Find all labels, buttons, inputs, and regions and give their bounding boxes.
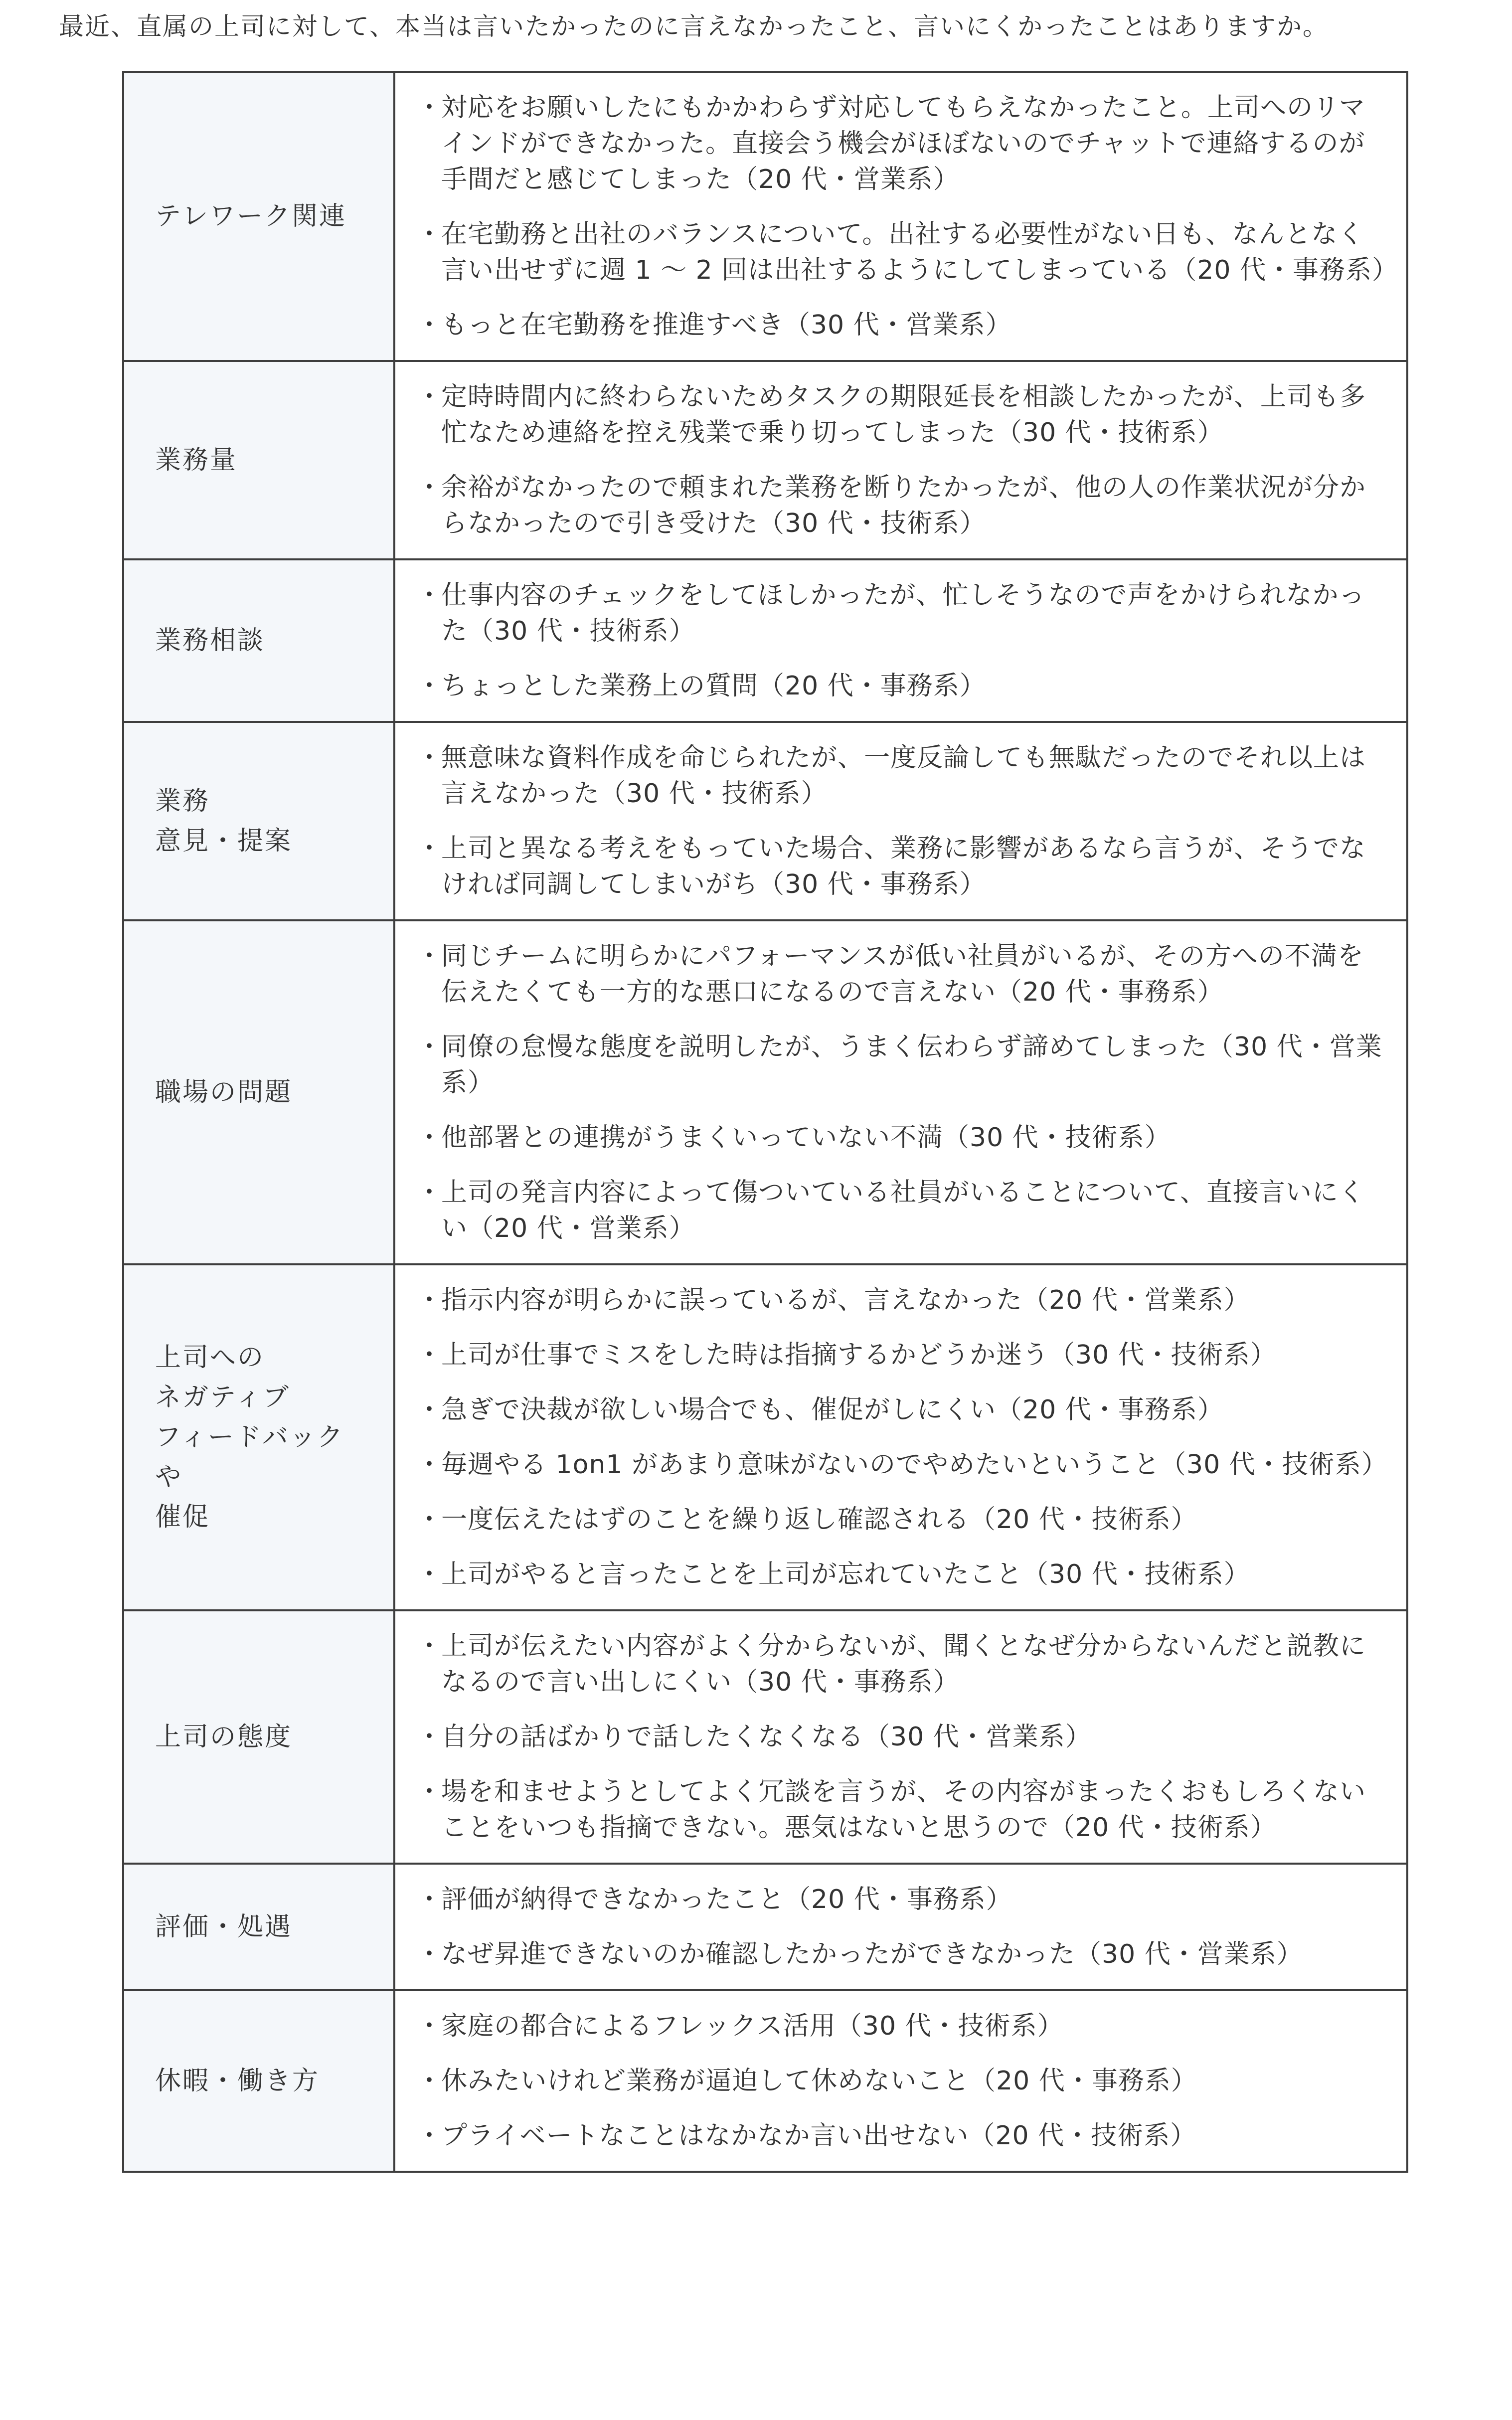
bullet-mark: ・ bbox=[416, 1032, 443, 1062]
response-text: ちょっとした業務上の質問（20 代・事務系） bbox=[441, 671, 986, 701]
response-text: 休みたいけれど業務が逼迫して休めないこと（20 代・事務系） bbox=[441, 2066, 1197, 2096]
category-row bbox=[123, 1990, 1407, 2172]
category-row bbox=[123, 72, 1407, 361]
bullet-mark: ・ bbox=[416, 1631, 443, 1661]
response-item bbox=[416, 1502, 1386, 1538]
response-text: 定時時間内に終わらないためタスクの期限延長を相談したかったが、上司も多忙なため連絡を控え残業で乗り切ってしまった（30 代・技術系） bbox=[441, 382, 1366, 448]
bullet-mark: ・ bbox=[416, 93, 443, 123]
response-item bbox=[416, 379, 1386, 451]
response-text: もっと在宅勤務を推進すべき（30 代・営業系） bbox=[441, 310, 1012, 340]
response-text: 上司の発言内容によって傷ついている社員がいることについて、直接言いにくい（20 代・営業系） bbox=[441, 1178, 1365, 1243]
response-item bbox=[416, 1936, 1386, 1972]
responses-cell bbox=[394, 1610, 1407, 1864]
response-list bbox=[416, 938, 1386, 1246]
response-list bbox=[416, 379, 1386, 541]
category-row bbox=[123, 920, 1407, 1264]
response-item bbox=[416, 668, 1386, 704]
response-item bbox=[416, 2008, 1386, 2044]
category-row bbox=[123, 1264, 1407, 1610]
category-label: テレワーク関連 bbox=[155, 201, 346, 231]
bullet-mark: ・ bbox=[416, 2066, 443, 2096]
category-label: 職場の問題 bbox=[155, 1077, 293, 1107]
response-text: 上司がやると言ったことを上司が忘れていたこと（30 代・技術系） bbox=[441, 1559, 1250, 1589]
bullet-mark: ・ bbox=[416, 941, 443, 971]
bullet-mark: ・ bbox=[416, 382, 443, 412]
bullet-mark: ・ bbox=[416, 219, 443, 249]
bullet-mark: ・ bbox=[416, 580, 443, 610]
response-item bbox=[416, 577, 1386, 649]
category-cell bbox=[123, 1610, 394, 1864]
category-label: 上司の態度 bbox=[155, 1722, 293, 1752]
bullet-mark: ・ bbox=[416, 2011, 443, 2041]
bullet-mark: ・ bbox=[416, 1285, 443, 1315]
category-label: 上司への bbox=[155, 1343, 265, 1373]
survey-question: 最近、直属の上司に対して、本当は言いたかったのに言えなかったこと、言いにくかったことはありますか。 bbox=[59, 12, 1329, 41]
response-text: 同じチームに明らかにパフォーマンスが低い社員がいるが、その方への不満を伝えたくても一方的な悪口になるので言えない（20 代・事務系） bbox=[441, 941, 1364, 1007]
bullet-mark: ・ bbox=[416, 310, 443, 340]
response-text: 無意味な資料作成を命じられたが、一度反論しても無駄だったのでそれ以上は言えなかった（30 代・技術系） bbox=[441, 743, 1366, 809]
bullet-mark: ・ bbox=[416, 834, 443, 864]
response-list bbox=[416, 90, 1398, 343]
responses-table bbox=[122, 71, 1408, 2173]
response-text: 急ぎで決裁が欲しい場合でも、催促がしにくい（20 代・事務系） bbox=[441, 1395, 1224, 1425]
bullet-mark: ・ bbox=[416, 473, 443, 503]
responses-cell bbox=[394, 1264, 1407, 1610]
response-text: 他部署との連携がうまくいっていない不満（30 代・技術系） bbox=[441, 1123, 1171, 1153]
response-text: プライベートなことはなかなか言い出せない（20 代・技術系） bbox=[441, 2121, 1197, 2151]
response-item bbox=[416, 1882, 1386, 1917]
bullet-mark: ・ bbox=[416, 671, 443, 701]
category-row bbox=[123, 559, 1407, 722]
response-text: 一度伝えたはずのことを繰り返し確認される（20 代・技術系） bbox=[441, 1505, 1197, 1535]
responses-cell bbox=[394, 559, 1407, 722]
response-list bbox=[416, 740, 1386, 902]
responses-cell bbox=[394, 920, 1407, 1264]
response-item bbox=[416, 1029, 1386, 1101]
response-text: 家庭の都合によるフレックス活用（30 代・技術系） bbox=[441, 2011, 1064, 2041]
category-label: 業務量 bbox=[155, 445, 238, 475]
response-item bbox=[416, 307, 1386, 343]
responses-table-body bbox=[123, 72, 1407, 2172]
response-text: 在宅勤務と出社のバランスについて。出社する必要性がない日も、なんとなく言い出せずに週 1 〜 2 回は出社するようにしてしまっている（20 代・事務系） bbox=[441, 219, 1398, 285]
category-row bbox=[123, 1610, 1407, 1864]
category-cell bbox=[123, 559, 394, 722]
bullet-mark: ・ bbox=[416, 1777, 443, 1807]
response-list bbox=[416, 1282, 1386, 1592]
category-label: ネガティブ bbox=[155, 1383, 290, 1412]
response-item bbox=[416, 1556, 1386, 1592]
response-item bbox=[416, 2118, 1386, 2154]
response-text: 場を和ませようとしてよく冗談を言うが、その内容がまったくおもしろくないことをいつも指摘できない。悪気はないと思うので（20 代・技術系） bbox=[441, 1777, 1366, 1843]
bullet-mark: ・ bbox=[416, 1340, 443, 1370]
response-item bbox=[416, 2063, 1386, 2099]
response-item bbox=[416, 470, 1386, 541]
response-text: 毎週やる 1on1 があまり意味がないのでやめたいということ（30 代・技術系） bbox=[441, 1450, 1388, 1480]
response-text: 評価が納得できなかったこと（20 代・事務系） bbox=[441, 1885, 1012, 1914]
category-row bbox=[123, 722, 1407, 920]
bullet-mark: ・ bbox=[416, 1178, 443, 1208]
response-item bbox=[416, 1337, 1386, 1373]
category-cell bbox=[123, 1864, 394, 1990]
bullet-mark: ・ bbox=[416, 743, 443, 773]
bullet-mark: ・ bbox=[416, 1722, 443, 1752]
category-label: 業務 bbox=[155, 786, 210, 816]
category-cell bbox=[123, 920, 394, 1264]
category-label: 休暇・働き方 bbox=[155, 2066, 320, 2096]
category-label: 評価・処遇 bbox=[155, 1912, 293, 1942]
responses-cell bbox=[394, 72, 1407, 361]
bullet-mark: ・ bbox=[416, 1395, 443, 1425]
category-row bbox=[123, 361, 1407, 559]
response-text: 対応をお願いしたにもかかわらず対応してもらえなかったこと。上司へのリマインドができなかった。直接会う機会がほぼないのでチャットで連絡するのが手間だと感じてしまった（20 代・営業系） bbox=[441, 93, 1365, 194]
responses-cell bbox=[394, 361, 1407, 559]
bullet-mark: ・ bbox=[416, 1939, 443, 1969]
response-text: 同僚の怠慢な態度を説明したが、うまく伝わらず諦めてしまった（30 代・営業系） bbox=[441, 1032, 1382, 1098]
responses-cell bbox=[394, 722, 1407, 920]
response-list bbox=[416, 577, 1386, 704]
category-cell bbox=[123, 361, 394, 559]
response-item bbox=[416, 1120, 1386, 1156]
bullet-mark: ・ bbox=[416, 1885, 443, 1914]
response-text: 指示内容が明らかに誤っているが、言えなかった（20 代・営業系） bbox=[441, 1285, 1250, 1315]
response-list bbox=[416, 1882, 1386, 1972]
response-list bbox=[416, 1628, 1386, 1846]
response-item bbox=[416, 1719, 1386, 1755]
category-cell bbox=[123, 72, 394, 361]
response-item bbox=[416, 740, 1386, 812]
responses-cell bbox=[394, 1990, 1407, 2172]
category-label: フィードバックや bbox=[155, 1422, 344, 1492]
category-label: 催促 bbox=[155, 1502, 210, 1532]
response-text: なぜ昇進できないのか確認したかったができなかった（30 代・営業系） bbox=[441, 1939, 1303, 1969]
response-item bbox=[416, 1282, 1386, 1318]
category-cell bbox=[123, 722, 394, 920]
response-item bbox=[416, 1447, 1386, 1483]
response-item bbox=[416, 938, 1386, 1010]
bullet-mark: ・ bbox=[416, 1450, 443, 1480]
response-text: 自分の話ばかりで話したくなくなる（30 代・営業系） bbox=[441, 1722, 1092, 1752]
response-text: 上司が伝えたい内容がよく分からないが、聞くとなぜ分からないんだと説教になるので言い出しにくい（30 代・事務系） bbox=[441, 1631, 1366, 1697]
response-text: 上司と異なる考えをもっていた場合、業務に影響があるなら言うが、そうでなければ同調してしまいがち（30 代・事務系） bbox=[441, 834, 1366, 899]
response-text: 余裕がなかったので頼まれた業務を断りたかったが、他の人の作業状況が分からなかったので引き受けた（30 代・技術系） bbox=[441, 473, 1366, 538]
bullet-mark: ・ bbox=[416, 2121, 443, 2151]
category-cell bbox=[123, 1264, 394, 1610]
response-item bbox=[416, 831, 1386, 902]
response-item bbox=[416, 216, 1398, 288]
category-cell bbox=[123, 1990, 394, 2172]
response-item bbox=[416, 1175, 1386, 1246]
response-text: 上司が仕事でミスをした時は指摘するかどうか迷う（30 代・技術系） bbox=[441, 1340, 1277, 1370]
response-item bbox=[416, 1774, 1386, 1846]
response-item bbox=[416, 90, 1386, 197]
bullet-mark: ・ bbox=[416, 1123, 443, 1153]
category-row bbox=[123, 1864, 1407, 1990]
category-label: 意見・提案 bbox=[155, 826, 293, 856]
response-item bbox=[416, 1628, 1386, 1700]
category-label: 業務相談 bbox=[155, 626, 265, 656]
bullet-mark: ・ bbox=[416, 1505, 443, 1535]
bullet-mark: ・ bbox=[416, 1559, 443, 1589]
responses-cell bbox=[394, 1864, 1407, 1990]
response-list bbox=[416, 2008, 1386, 2154]
response-text: 仕事内容のチェックをしてほしかったが、忙しそうなので声をかけられなかった（30 代・技術系） bbox=[441, 580, 1365, 646]
response-item bbox=[416, 1392, 1386, 1428]
